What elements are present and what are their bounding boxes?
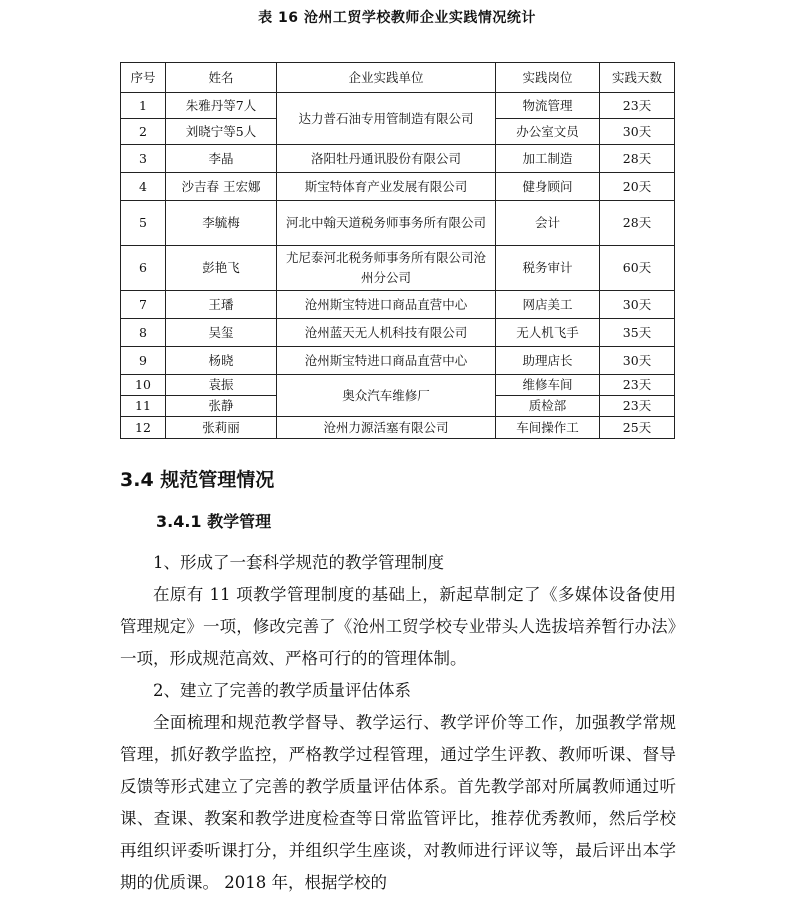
cell-no: 6	[121, 246, 166, 291]
cell-unit: 沧州蓝天无人机科技有限公司	[277, 319, 496, 347]
cell-days: 30天	[600, 291, 675, 319]
table-row	[121, 347, 675, 375]
table-row	[121, 246, 675, 291]
table-row	[121, 319, 675, 347]
cell-unit: 洛阳牡丹通讯股份有限公司	[277, 145, 496, 173]
header-no: 序号	[121, 63, 166, 93]
list-item-heading: 1、形成了一套科学规范的教学管理制度	[153, 553, 444, 572]
cell-name: 彭艳飞	[166, 246, 277, 291]
table-row	[121, 201, 675, 246]
cell-days: 28天	[600, 145, 675, 173]
cell-name: 刘晓宁等5人	[166, 119, 277, 145]
table-caption: 表 16 沧州工贸学校教师企业实践情况统计	[258, 10, 536, 26]
cell-post: 维修车间	[496, 375, 600, 396]
table-row	[121, 145, 675, 173]
table-row	[121, 375, 675, 396]
cell-name: 张静	[166, 396, 277, 417]
cell-days: 23天	[600, 375, 675, 396]
cell-days: 23天	[600, 93, 675, 119]
cell-no: 10	[121, 375, 166, 396]
cell-name: 李毓梅	[166, 201, 277, 246]
cell-post: 加工制造	[496, 145, 600, 173]
header-name: 姓名	[166, 63, 277, 93]
header-post: 实践岗位	[496, 63, 600, 93]
table-row	[121, 291, 675, 319]
cell-name: 袁振	[166, 375, 277, 396]
cell-days: 30天	[600, 347, 675, 375]
cell-name: 沙吉春 王宏娜	[166, 173, 277, 201]
cell-post: 物流管理	[496, 93, 600, 119]
cell-unit: 奥众汽车维修厂	[277, 375, 496, 417]
cell-no: 8	[121, 319, 166, 347]
cell-post: 会计	[496, 201, 600, 246]
body-paragraph: 全面梳理和规范教学督导、教学运行、教学评价等工作，加强教学常规管理，抓好教学监控，严格教学过程管理，通过学生评教、教师听课、督导反馈等形式建立了完善的教学质量评估体系。首先教学部对所属教师通过听课、查课、教案和教学进度检查等日常监管评比，推荐优秀教师，然后学校再组织评委听课打分，并组织学生座谈，对教师进行评议等，最后评出本学期的优质课。 2018 年，根据学校的	[120, 713, 676, 892]
cell-name: 杨晓	[166, 347, 277, 375]
table-row	[121, 173, 675, 201]
cell-post: 税务审计	[496, 246, 600, 291]
cell-post: 健身顾问	[496, 173, 600, 201]
section-heading: 3.4 规范管理情况	[120, 469, 275, 491]
header-unit: 企业实践单位	[277, 63, 496, 93]
cell-no: 9	[121, 347, 166, 375]
cell-days: 25天	[600, 417, 675, 439]
cell-name: 张莉丽	[166, 417, 277, 439]
cell-name: 朱雅丹等7人	[166, 93, 277, 119]
cell-post: 办公室文员	[496, 119, 600, 145]
cell-no: 2	[121, 119, 166, 145]
cell-days: 28天	[600, 201, 675, 246]
cell-unit: 沧州斯宝特进口商品直营中心	[277, 291, 496, 319]
cell-name: 李晶	[166, 145, 277, 173]
cell-unit: 尤尼泰河北税务师事务所有限公司沧州分公司	[277, 246, 496, 291]
cell-post: 质检部	[496, 396, 600, 417]
cell-unit: 河北中翰天道税务师事务所有限公司	[277, 201, 496, 246]
cell-unit: 达力普石油专用管制造有限公司	[277, 93, 496, 145]
cell-days: 30天	[600, 119, 675, 145]
cell-name: 王璠	[166, 291, 277, 319]
cell-unit: 斯宝特体育产业发展有限公司	[277, 173, 496, 201]
table-row	[121, 93, 675, 119]
cell-no: 1	[121, 93, 166, 119]
cell-name: 吴玺	[166, 319, 277, 347]
header-days: 实践天数	[600, 63, 675, 93]
cell-days: 35天	[600, 319, 675, 347]
cell-days: 23天	[600, 396, 675, 417]
cell-no: 3	[121, 145, 166, 173]
cell-post: 网店美工	[496, 291, 600, 319]
cell-no: 7	[121, 291, 166, 319]
table-row	[121, 417, 675, 439]
table-header-row	[121, 63, 675, 93]
practice-table	[120, 62, 675, 439]
cell-days: 20天	[600, 173, 675, 201]
body-paragraph: 在原有 11 项教学管理制度的基础上，新起草制定了《多媒体设备使用管理规定》一项，修改完善了《沧州工贸学校专业带头人选拔培养暂行办法》一项，形成规范高效、严格可行的的管理体制。	[120, 585, 676, 668]
cell-no: 5	[121, 201, 166, 246]
cell-no: 11	[121, 396, 166, 417]
cell-unit: 沧州斯宝特进口商品直营中心	[277, 347, 496, 375]
cell-days: 60天	[600, 246, 675, 291]
cell-no: 12	[121, 417, 166, 439]
cell-post: 车间操作工	[496, 417, 600, 439]
cell-no: 4	[121, 173, 166, 201]
list-item-heading: 2、建立了完善的教学质量评估体系	[153, 681, 411, 700]
cell-post: 无人机飞手	[496, 319, 600, 347]
cell-unit: 沧州力源活塞有限公司	[277, 417, 496, 439]
cell-post: 助理店长	[496, 347, 600, 375]
subsection-heading: 3.4.1 教学管理	[156, 512, 272, 531]
